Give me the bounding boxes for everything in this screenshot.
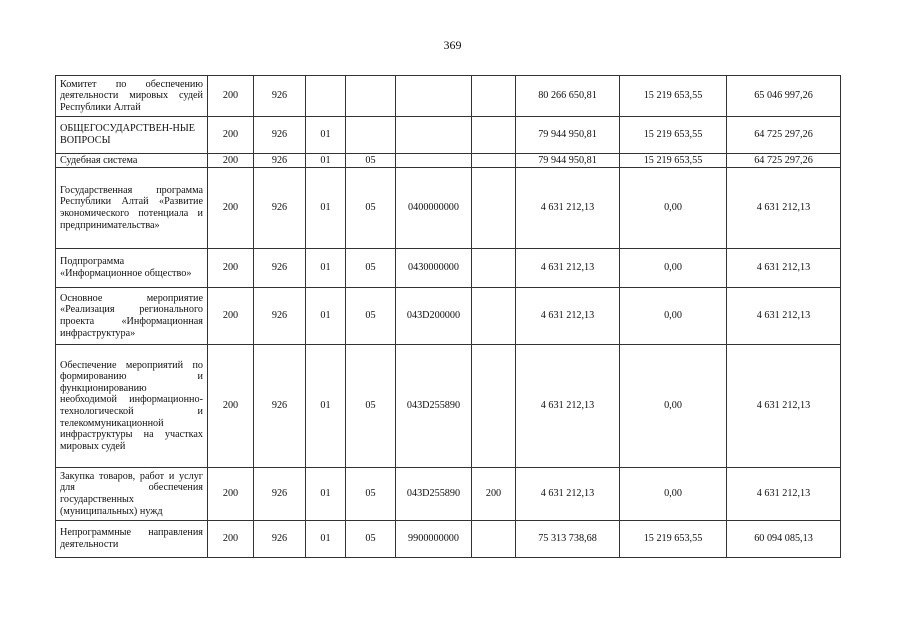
- row-name-cell: Комитет по обеспечению деятельности мировых судей Республики Алтай: [56, 76, 208, 117]
- amount-cell: 15 219 653,55: [620, 76, 727, 117]
- code-cell: 01: [306, 345, 346, 468]
- row-name-cell: Основное мероприятие «Реализация регионального проекта «Информационная инфраструктура»: [56, 288, 208, 345]
- code-cell: 043D255890: [396, 468, 472, 521]
- row-name-cell: Государственная программа Республики Алтай «Развитие экономического потенциала и предпринимательства»: [56, 168, 208, 249]
- amount-cell: 0,00: [620, 345, 727, 468]
- row-name-cell: Судебная система: [56, 154, 208, 168]
- code-cell: 0400000000: [396, 168, 472, 249]
- code-cell: 200: [208, 117, 254, 154]
- table-row: [56, 468, 841, 521]
- code-cell: 01: [306, 521, 346, 558]
- amount-cell: 60 094 085,13: [727, 521, 841, 558]
- code-cell: 200: [472, 468, 516, 521]
- amount-cell: 79 944 950,81: [516, 117, 620, 154]
- code-cell: 926: [254, 117, 306, 154]
- table-body: [56, 76, 841, 558]
- amount-cell: 64 725 297,26: [727, 117, 841, 154]
- table-row: [56, 288, 841, 345]
- amount-cell: 4 631 212,13: [727, 468, 841, 521]
- code-cell: [396, 76, 472, 117]
- code-cell: 043D255890: [396, 345, 472, 468]
- code-cell: [472, 345, 516, 468]
- table-row: [56, 154, 841, 168]
- amount-cell: 80 266 650,81: [516, 76, 620, 117]
- code-cell: 926: [254, 168, 306, 249]
- code-cell: 01: [306, 168, 346, 249]
- code-cell: [346, 117, 396, 154]
- amount-cell: 65 046 997,26: [727, 76, 841, 117]
- code-cell: 926: [254, 288, 306, 345]
- amount-cell: 4 631 212,13: [727, 288, 841, 345]
- code-cell: 926: [254, 345, 306, 468]
- code-cell: 01: [306, 249, 346, 288]
- amount-cell: 64 725 297,26: [727, 154, 841, 168]
- row-name-cell: ОБЩЕГОСУДАРСТВЕН-НЫЕ ВОПРОСЫ: [56, 117, 208, 154]
- amount-cell: 4 631 212,13: [516, 288, 620, 345]
- code-cell: 9900000000: [396, 521, 472, 558]
- code-cell: 926: [254, 468, 306, 521]
- code-cell: 05: [346, 168, 396, 249]
- code-cell: 200: [208, 76, 254, 117]
- amount-cell: 0,00: [620, 468, 727, 521]
- code-cell: 01: [306, 154, 346, 168]
- code-cell: 043D200000: [396, 288, 472, 345]
- code-cell: 05: [346, 521, 396, 558]
- code-cell: 05: [346, 468, 396, 521]
- code-cell: 01: [306, 468, 346, 521]
- amount-cell: 4 631 212,13: [516, 168, 620, 249]
- table-row: [56, 345, 841, 468]
- amount-cell: 15 219 653,55: [620, 521, 727, 558]
- table-row: [56, 168, 841, 249]
- code-cell: [396, 154, 472, 168]
- code-cell: 200: [208, 168, 254, 249]
- row-name-cell: Непрограммные направления деятельности: [56, 521, 208, 558]
- amount-cell: 4 631 212,13: [516, 249, 620, 288]
- table-row: [56, 76, 841, 117]
- amount-cell: 4 631 212,13: [516, 345, 620, 468]
- code-cell: 200: [208, 345, 254, 468]
- code-cell: 05: [346, 345, 396, 468]
- code-cell: 01: [306, 117, 346, 154]
- table-row: [56, 117, 841, 154]
- code-cell: [472, 521, 516, 558]
- code-cell: 05: [346, 154, 396, 168]
- row-name-cell: Подпрограмма «Информационное общество»: [56, 249, 208, 288]
- amount-cell: 4 631 212,13: [727, 168, 841, 249]
- budget-table: [55, 75, 841, 558]
- code-cell: [306, 76, 346, 117]
- code-cell: 200: [208, 468, 254, 521]
- table-row: [56, 521, 841, 558]
- code-cell: [472, 288, 516, 345]
- amount-cell: 4 631 212,13: [727, 345, 841, 468]
- code-cell: [472, 168, 516, 249]
- amount-cell: 4 631 212,13: [727, 249, 841, 288]
- code-cell: [472, 76, 516, 117]
- code-cell: 200: [208, 154, 254, 168]
- amount-cell: 15 219 653,55: [620, 154, 727, 168]
- amount-cell: 15 219 653,55: [620, 117, 727, 154]
- code-cell: [472, 249, 516, 288]
- amount-cell: 4 631 212,13: [516, 468, 620, 521]
- code-cell: 200: [208, 521, 254, 558]
- code-cell: 926: [254, 521, 306, 558]
- code-cell: [472, 117, 516, 154]
- row-name-cell: Закупка товаров, работ и услуг для обеспечения государственных (муниципальных) нужд: [56, 468, 208, 521]
- code-cell: 926: [254, 154, 306, 168]
- amount-cell: 0,00: [620, 288, 727, 345]
- amount-cell: 0,00: [620, 168, 727, 249]
- amount-cell: 75 313 738,68: [516, 521, 620, 558]
- code-cell: 926: [254, 249, 306, 288]
- page-number: 369: [443, 38, 462, 52]
- code-cell: [472, 154, 516, 168]
- row-name-cell: Обеспечение мероприятий по формированию и функционированию необходимой информационно-технологической и телекоммуникационной инфраструктуры на участках мировых судей: [56, 345, 208, 468]
- code-cell: [396, 117, 472, 154]
- code-cell: 200: [208, 288, 254, 345]
- code-cell: 926: [254, 76, 306, 117]
- code-cell: [346, 76, 396, 117]
- code-cell: 05: [346, 249, 396, 288]
- code-cell: 0430000000: [396, 249, 472, 288]
- code-cell: 05: [346, 288, 396, 345]
- code-cell: 01: [306, 288, 346, 345]
- code-cell: 200: [208, 249, 254, 288]
- table-row: [56, 249, 841, 288]
- amount-cell: 0,00: [620, 249, 727, 288]
- amount-cell: 79 944 950,81: [516, 154, 620, 168]
